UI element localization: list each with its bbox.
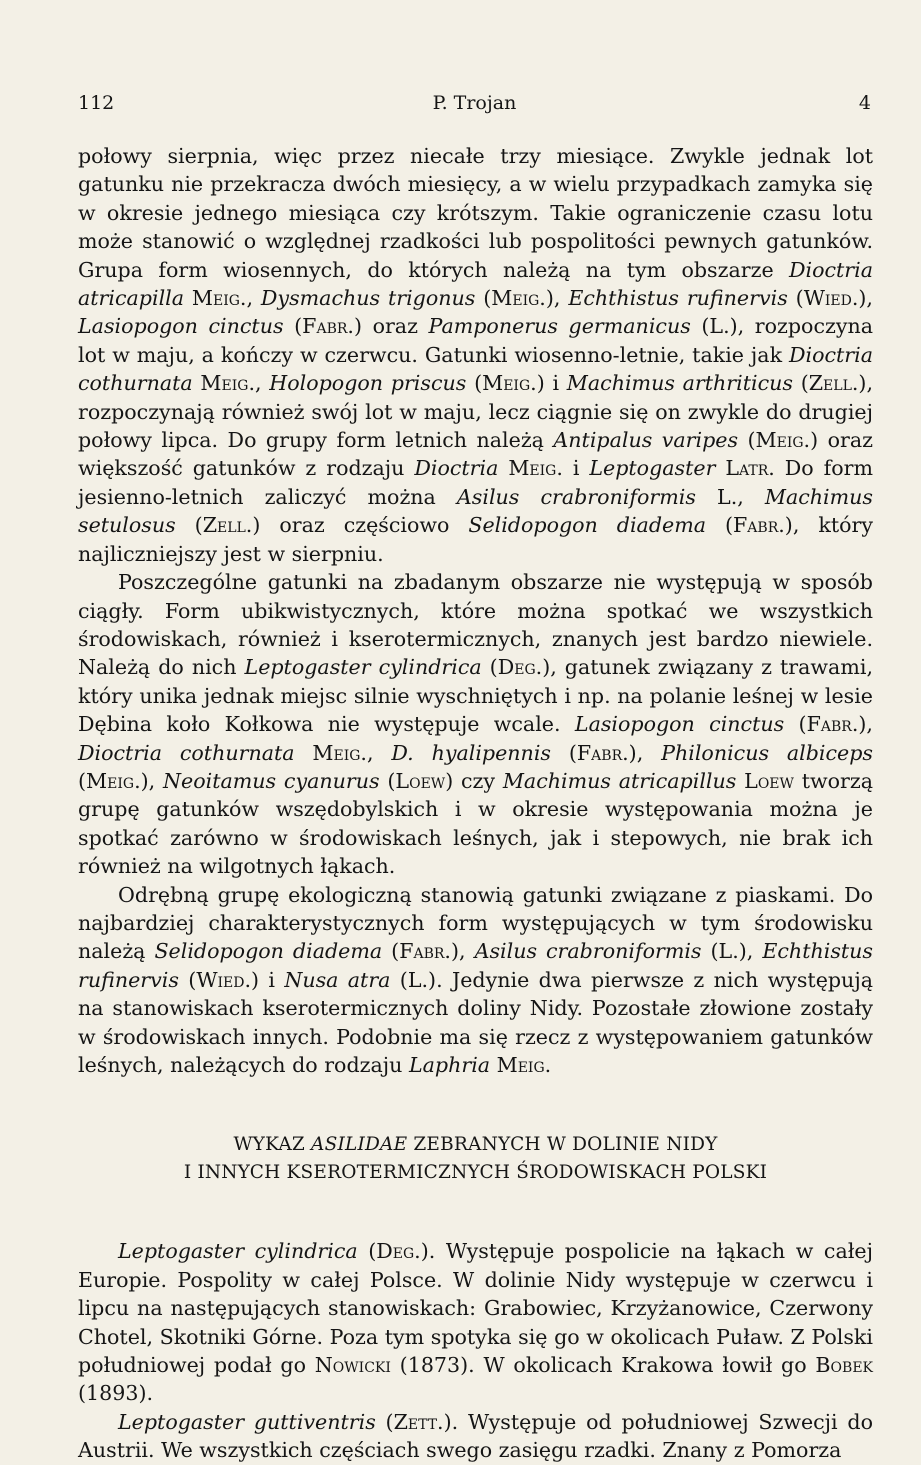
author-name: Loew <box>744 768 794 793</box>
author-name: Meig. <box>86 768 141 793</box>
species-entry-leptogaster-guttiventris: Leptogaster guttiventris (Zett.). Występuje od południowej Szwecji do Austrii. We wszystkich częściach swego zasięgu rzadki. Znany z Pomorza <box>78 1409 873 1463</box>
paragraph-ubiquitous-species: Poszczególne gatunki na zbadanym obszarze nie występują w sposób ciągły. Form ubikwistycznych, które można spotkać we wszystkich środowiskach, również i kserotermicznych, znanych jest bardzo niewiele. Należą do nich Leptogaster cylindrica (Deg.), gatunek związany z trawami, który unika jednak miejsc silnie wyschniętych i np. na polanie leśnej w lesie Dębina koło Kołkowa nie występuje wcale. Lasiopogon cinctus (Fabr.), Dioctria cothurnata Meig., D. hyalipennis (Fabr.), Philonicus albiceps (Meig.), Neoitamus cyanurus (Loew) czy Machimus atricapillus Loew tworzą grupę gatunków wszędobylskich i w okresie występowania można je spotkać zarówno w środowiskach leśnych, jak i stepowych, nie brak ich również na wilgotnych łąkach. <box>78 570 873 879</box>
genus-name: Dioctria <box>414 456 499 481</box>
author-name: Bobek <box>815 1353 873 1378</box>
species-name: Echthistus rufinervis <box>568 286 788 311</box>
species-name: Holopogon priscus <box>269 371 467 396</box>
species-name: Machimus arthriticus <box>566 371 793 396</box>
species-name: Leptogaster cylindrica <box>244 655 482 680</box>
species-entry-leptogaster-cylindrica: Leptogaster cylindrica (Deg.). Występuje pospolicie na łąkach w całej Europie. Pospolity w całej Polsce. W dolinie Nidy występuje w czerwcu i lipcu na następujących stanowiskach: Grabowiec, Krzyżanowice, Czerwony Chotel, Skotniki Górne. Poza tym spotyka się go w okolicach Puław. Z Polski południowej podał go Nowicki (1873). W okolicach Krakowa łowił go Bobek (1893). <box>78 1239 873 1406</box>
author-name: Nowicki <box>314 1353 391 1378</box>
heading-line-1: WYKAZ ASILIDAE ZEBRANYCH W DOLINIE NIDY <box>233 1134 718 1156</box>
species-name: Nusa atra <box>284 967 391 992</box>
species-name: Dysmachus trigonus <box>260 286 476 311</box>
author-name: Zell. <box>808 371 859 396</box>
species-name: Lasiopogon cinctus <box>78 314 284 339</box>
body-text <box>78 142 873 1465</box>
author-name: Meig. <box>482 371 537 396</box>
running-title: P. Trojan <box>432 92 517 114</box>
species-name: Machimus atricapillus <box>502 768 737 793</box>
author-name: Latr. <box>725 456 775 481</box>
species-name: Leptogaster cylindrica <box>118 1239 358 1264</box>
paragraph-sand-species: Odrębną grupę ekologiczną stanowią gatunki związane z piaskami. Do najbardziej charakterystycznych form występujących w tym środowisku należą Selidopogon diadema (Fabr.), Asilus crabroniformis (L.), Echthistus rufinervis (Wied.) i Nusa atra (L.). Jedynie dwa pierwsze z nich występują na stanowiskach kserotermicznych doliny Nidy. Pozostałe złowione zostały w środowiskach innych. Podobnie ma się rzecz z występowaniem gatunków leśnych, należących do rodzaju Laphria Meig. <box>78 882 873 1077</box>
paragraph-flight-periods: połowy sierpnia, więc przez niecałe trzy miesiące. Zwykle jednak lot gatunku nie przekracza dwóch miesięcy, a w wielu przypadkach zamyka się w okresie jednego miesiąca czy krótszym. Takie ograniczenie czasu lotu może stanowić o względnej rzadkości lub pospolitości pewnych gatunków. Grupa form wiosennych, do których należą na tym obszarze Dioctria atricapilla Meig., Dysmachus trigonus (Meig.), Echthistus rufinervis (Wied.), Lasiopogon cinctus (Fabr.) oraz Pamponerus germanicus (L.), rozpoczyna lot w maju, a kończy w czerwcu. Gatunki wiosenno-letnie, takie jak Dioctria cothurnata Meig., Holopogon priscus (Meig.) i Machimus arthriticus (Zell.), rozpoczynają również swój lot w maju, lecz ciągnie się on zwykle do drugiej połowy lipca. Do grupy form letnich należą Antipalus varipes (Meig.) oraz większość gatunków z rodzaju Dioctria Meig. i Leptogaster Latr. Do form jesienno-letnich zaliczyć można Asilus crabroniformis L., Machimus setulosus (Zell.) oraz częściowo Selidopogon diadema (Fabr.), który najliczniejszy jest w sierpniu. <box>78 144 874 566</box>
species-name: Machimus setulosus <box>78 484 873 538</box>
species-name: Lasiopogon cinctus <box>574 712 785 737</box>
species-name: Selidopogon diadema <box>468 513 707 538</box>
species-name: Leptogaster guttiventris <box>118 1409 376 1434</box>
species-name: Asilus crabroniformis <box>456 484 696 509</box>
page-number: 112 <box>78 92 115 114</box>
species-name: Pamponerus germanicus <box>428 314 691 339</box>
heading-line-2: I INNYCH KSEROTERMICZNYCH ŚRODOWISKACH POLSKI <box>183 1162 768 1184</box>
author-name: Loew <box>395 768 446 793</box>
species-name: Dioctria cothurnata <box>78 740 295 765</box>
species-name: Antipalus varipes <box>553 428 739 453</box>
author-name: Wied. <box>803 286 859 311</box>
author-name: Fabr. <box>733 513 785 538</box>
author-name: Meig. <box>312 740 367 765</box>
species-name: Neoitamus cyanurus <box>163 768 380 793</box>
species-name: Echthistus rufinervis <box>78 939 873 992</box>
genus-name: Laphria <box>408 1053 491 1077</box>
species-name: Selidopogon diadema <box>154 939 383 964</box>
author-name: Zell. <box>202 513 253 538</box>
author-name: Fabr. <box>302 314 354 339</box>
author-name: Meig. <box>200 371 255 396</box>
author-name: Meig. <box>496 1053 552 1077</box>
author-name: Meig. <box>508 456 563 481</box>
author-name: Wied. <box>196 967 252 992</box>
author-name: Zett. <box>393 1409 444 1434</box>
genus-name: Leptogaster <box>589 456 716 481</box>
author-name: Fabr. <box>399 939 451 964</box>
author-name: Meig. <box>491 286 546 311</box>
author-name: Meig. <box>191 286 247 311</box>
species-name: Dioctria atricapilla <box>78 257 873 311</box>
page-header <box>78 88 871 118</box>
species-name: Philonicus albiceps <box>661 740 873 765</box>
family-name: ASILIDAE <box>311 1134 408 1156</box>
author-name: Meig. <box>755 428 811 453</box>
author-name: Fabr. <box>576 740 629 765</box>
section-number: 4 <box>858 92 871 114</box>
species-name: Asilus crabroniformis <box>474 939 702 964</box>
author-name: Deg. <box>376 1239 421 1264</box>
author-name: Fabr. <box>806 712 859 737</box>
species-name: D. hyalipennis <box>391 740 551 765</box>
section-heading <box>78 1131 873 1187</box>
species-name: Dioctria cothurnata <box>78 342 873 396</box>
author-name: Deg. <box>497 655 543 680</box>
